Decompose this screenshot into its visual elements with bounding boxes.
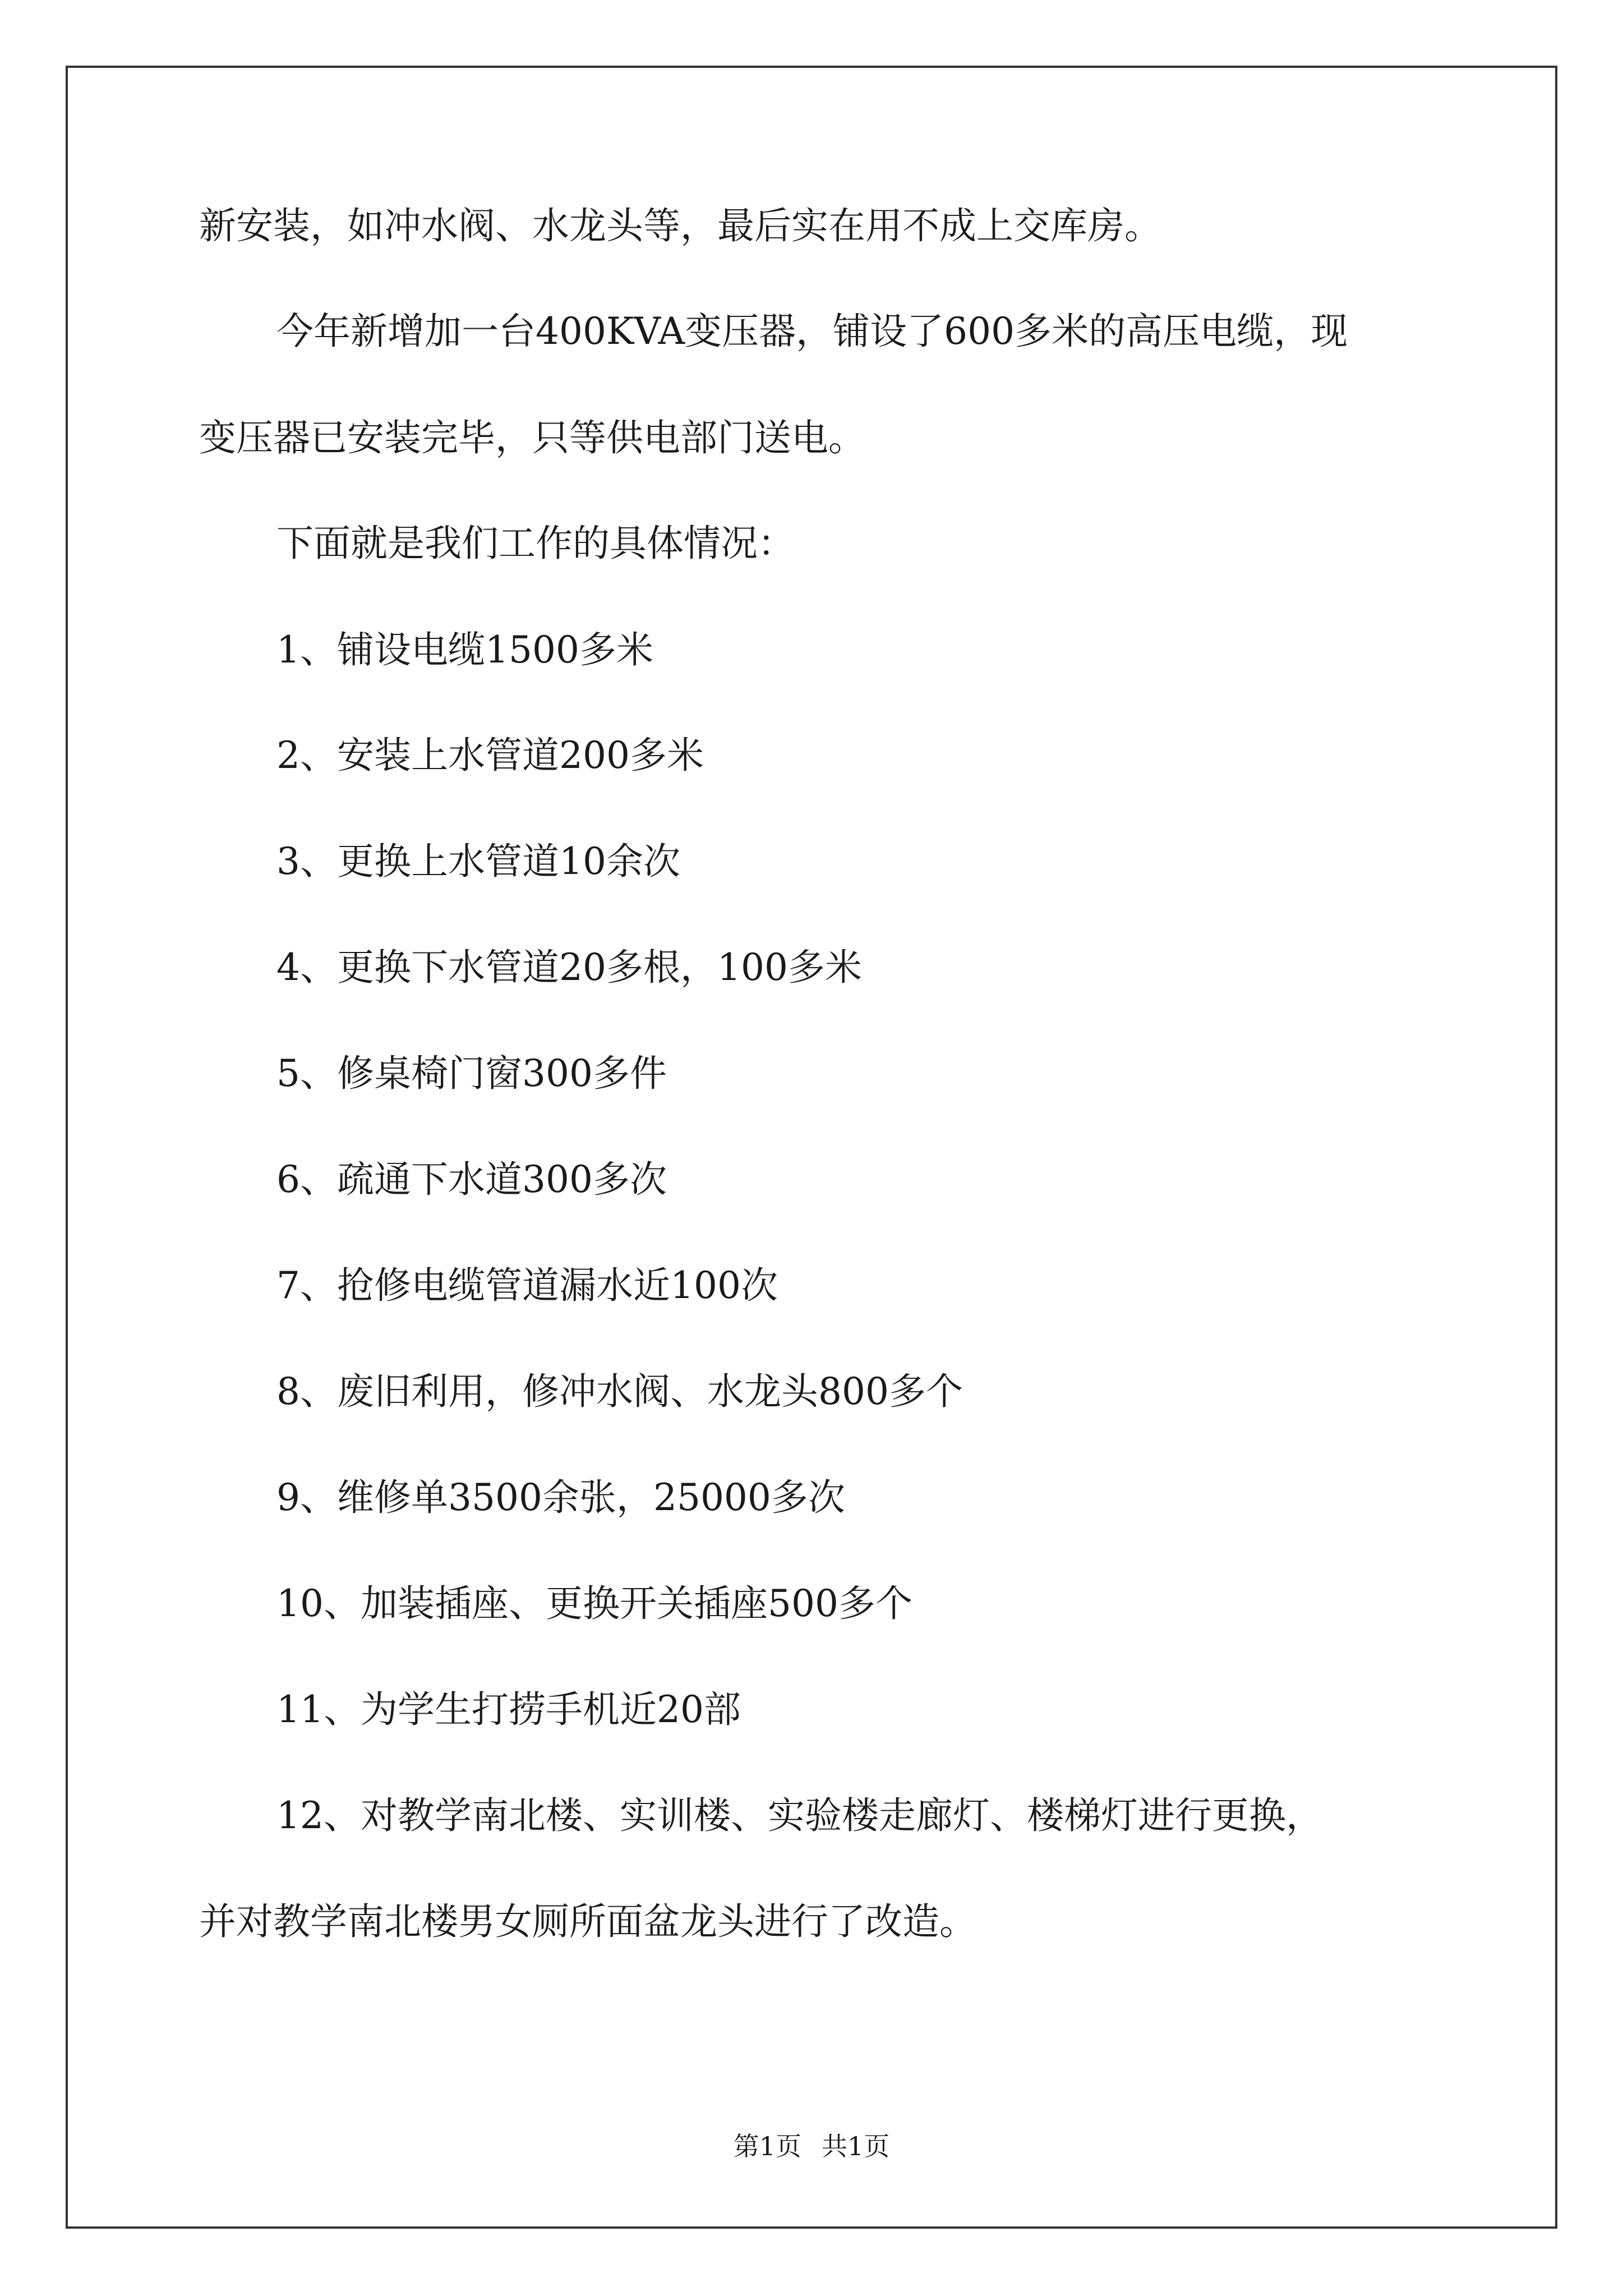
page-total: 共1页 — [822, 2131, 890, 2161]
page-number: 第1页 — [733, 2131, 801, 2161]
paragraph-line: 新安装，如冲水阀、水龙头等，最后实在用不成上交库房。 — [199, 204, 1161, 247]
list-item: 7、抢修电缆管道漏水近100次 — [276, 1264, 778, 1307]
list-item: 10、加装插座、更换开关插座500多个 — [276, 1582, 912, 1625]
paragraph-line: 并对教学南北楼男女厕所面盆龙头进行了改造。 — [199, 1900, 976, 1943]
paragraph-line: 下面就是我们工作的具体情况： — [276, 522, 795, 565]
list-item: 4、更换下水管道20多根，100多米 — [276, 946, 862, 989]
page-footer — [0, 2126, 1623, 2163]
list-item: 8、废旧利用，修冲水阀、水龙头800多个 — [276, 1370, 963, 1413]
list-item: 3、更换上水管道10余次 — [276, 840, 680, 883]
paragraph-line: 变压器已安装完毕，只等供电部门送电。 — [199, 416, 865, 459]
list-item: 12、对教学南北楼、实训楼、实验楼走廊灯、楼梯灯进行更换， — [276, 1794, 1323, 1837]
list-item: 9、维修单3500余张，25000多次 — [276, 1476, 845, 1519]
list-item: 2、安装上水管道200多米 — [276, 734, 704, 777]
list-item: 11、为学生打捞手机近20部 — [276, 1688, 741, 1731]
list-item: 6、疏通下水道300多次 — [276, 1158, 667, 1201]
paragraph-line: 今年新增加一台400KVA变压器，铺设了600多米的高压电缆，现 — [276, 310, 1348, 353]
list-item: 5、修桌椅门窗300多件 — [276, 1052, 667, 1095]
list-item: 1、铺设电缆1500多米 — [276, 628, 653, 671]
